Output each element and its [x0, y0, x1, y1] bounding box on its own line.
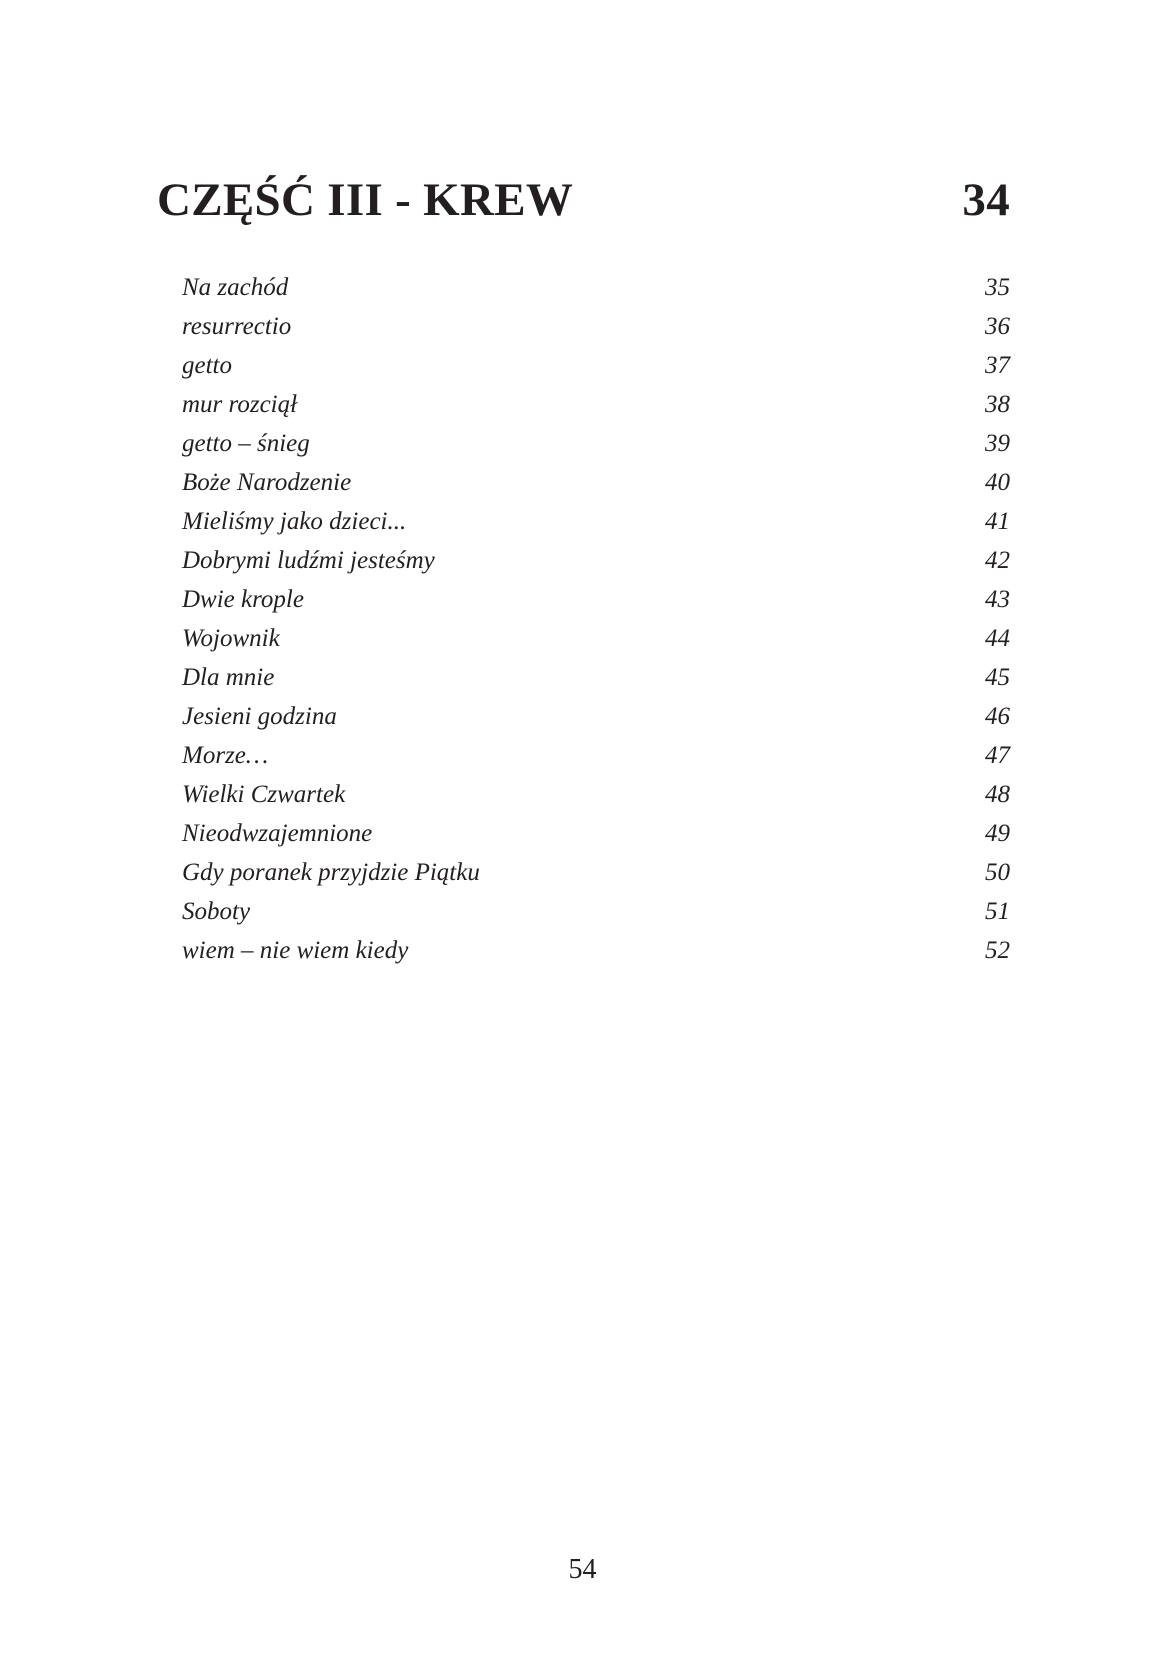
- toc-entry-page-number: 37: [985, 352, 1010, 379]
- toc-entry-page-number: 41: [985, 508, 1010, 535]
- toc-entry-title: Mieliśmy jako dzieci...: [182, 508, 407, 535]
- toc-entry: [182, 346, 1010, 385]
- section-title: CZĘŚĆ III - KREW: [157, 174, 574, 226]
- toc-entry-page-number: 51: [985, 898, 1010, 925]
- toc-entry-page-number: 46: [985, 703, 1010, 730]
- toc-entry-title: Dobrymi ludźmi jesteśmy: [182, 547, 435, 574]
- toc-entry: [182, 775, 1010, 814]
- toc-entry-title: Morze…: [182, 742, 269, 769]
- toc-entry-page-number: 35: [985, 274, 1010, 301]
- toc-entry: [182, 424, 1010, 463]
- toc-entry: [182, 268, 1010, 307]
- toc-entry-title: Dwie krople: [182, 586, 304, 613]
- toc-entry-page-number: 48: [985, 781, 1010, 808]
- page-number: 54: [568, 1554, 597, 1585]
- toc-entry-page-number: 47: [985, 742, 1010, 769]
- toc-entry: [182, 697, 1010, 736]
- toc-entry: [182, 463, 1010, 502]
- toc-entry-title: Dla mnie: [182, 664, 275, 691]
- toc-entry-page-number: 49: [985, 820, 1010, 847]
- toc-entry: [182, 814, 1010, 853]
- toc-entry: [182, 307, 1010, 346]
- toc-entry-title: Boże Narodzenie: [182, 469, 352, 496]
- toc-entry-page-number: 40: [985, 469, 1010, 496]
- toc-entry-title: Na zachód: [182, 274, 289, 301]
- toc-entry-page-number: 44: [985, 625, 1010, 652]
- toc-entry-title: mur rozciął: [182, 391, 298, 418]
- toc-entry-page-number: 50: [985, 859, 1010, 886]
- toc-entry-title: wiem – nie wiem kiedy: [182, 937, 409, 964]
- toc-entry: [182, 619, 1010, 658]
- toc-entry: [182, 931, 1010, 970]
- toc-entry: [182, 502, 1010, 541]
- toc-entry-page-number: 36: [985, 313, 1010, 340]
- toc-entry-title: Wielki Czwartek: [182, 781, 346, 808]
- toc-entry: [182, 853, 1010, 892]
- toc-entry-title: resurrectio: [182, 313, 292, 340]
- toc-entry-page-number: 52: [985, 937, 1010, 964]
- toc-entry-title: getto – śnieg: [182, 430, 310, 457]
- toc-entry-title: Gdy poranek przyjdzie Piątku: [182, 859, 480, 886]
- toc-entry: [182, 658, 1010, 697]
- toc-entry-page-number: 38: [985, 391, 1010, 418]
- toc-entry-title: getto: [182, 352, 232, 379]
- section-page-number: 34: [962, 174, 1010, 226]
- toc-entry-title: Nieodwzajemnione: [182, 820, 373, 847]
- toc-entry-title: Soboty: [182, 898, 251, 925]
- toc-entry: [182, 736, 1010, 775]
- toc-entry-page-number: 45: [985, 664, 1010, 691]
- toc-entry-title: Wojownik: [182, 625, 280, 652]
- toc-entry-page-number: 42: [985, 547, 1010, 574]
- toc-entry: [182, 385, 1010, 424]
- section-header: [157, 168, 1010, 232]
- toc-entry-title: Jesieni godzina: [182, 703, 337, 730]
- toc-entry: [182, 580, 1010, 619]
- toc-entry: [182, 541, 1010, 580]
- toc-entry: [182, 892, 1010, 931]
- table-of-contents: [182, 268, 1010, 970]
- toc-entry-page-number: 43: [985, 586, 1010, 613]
- toc-entry-page-number: 39: [985, 430, 1010, 457]
